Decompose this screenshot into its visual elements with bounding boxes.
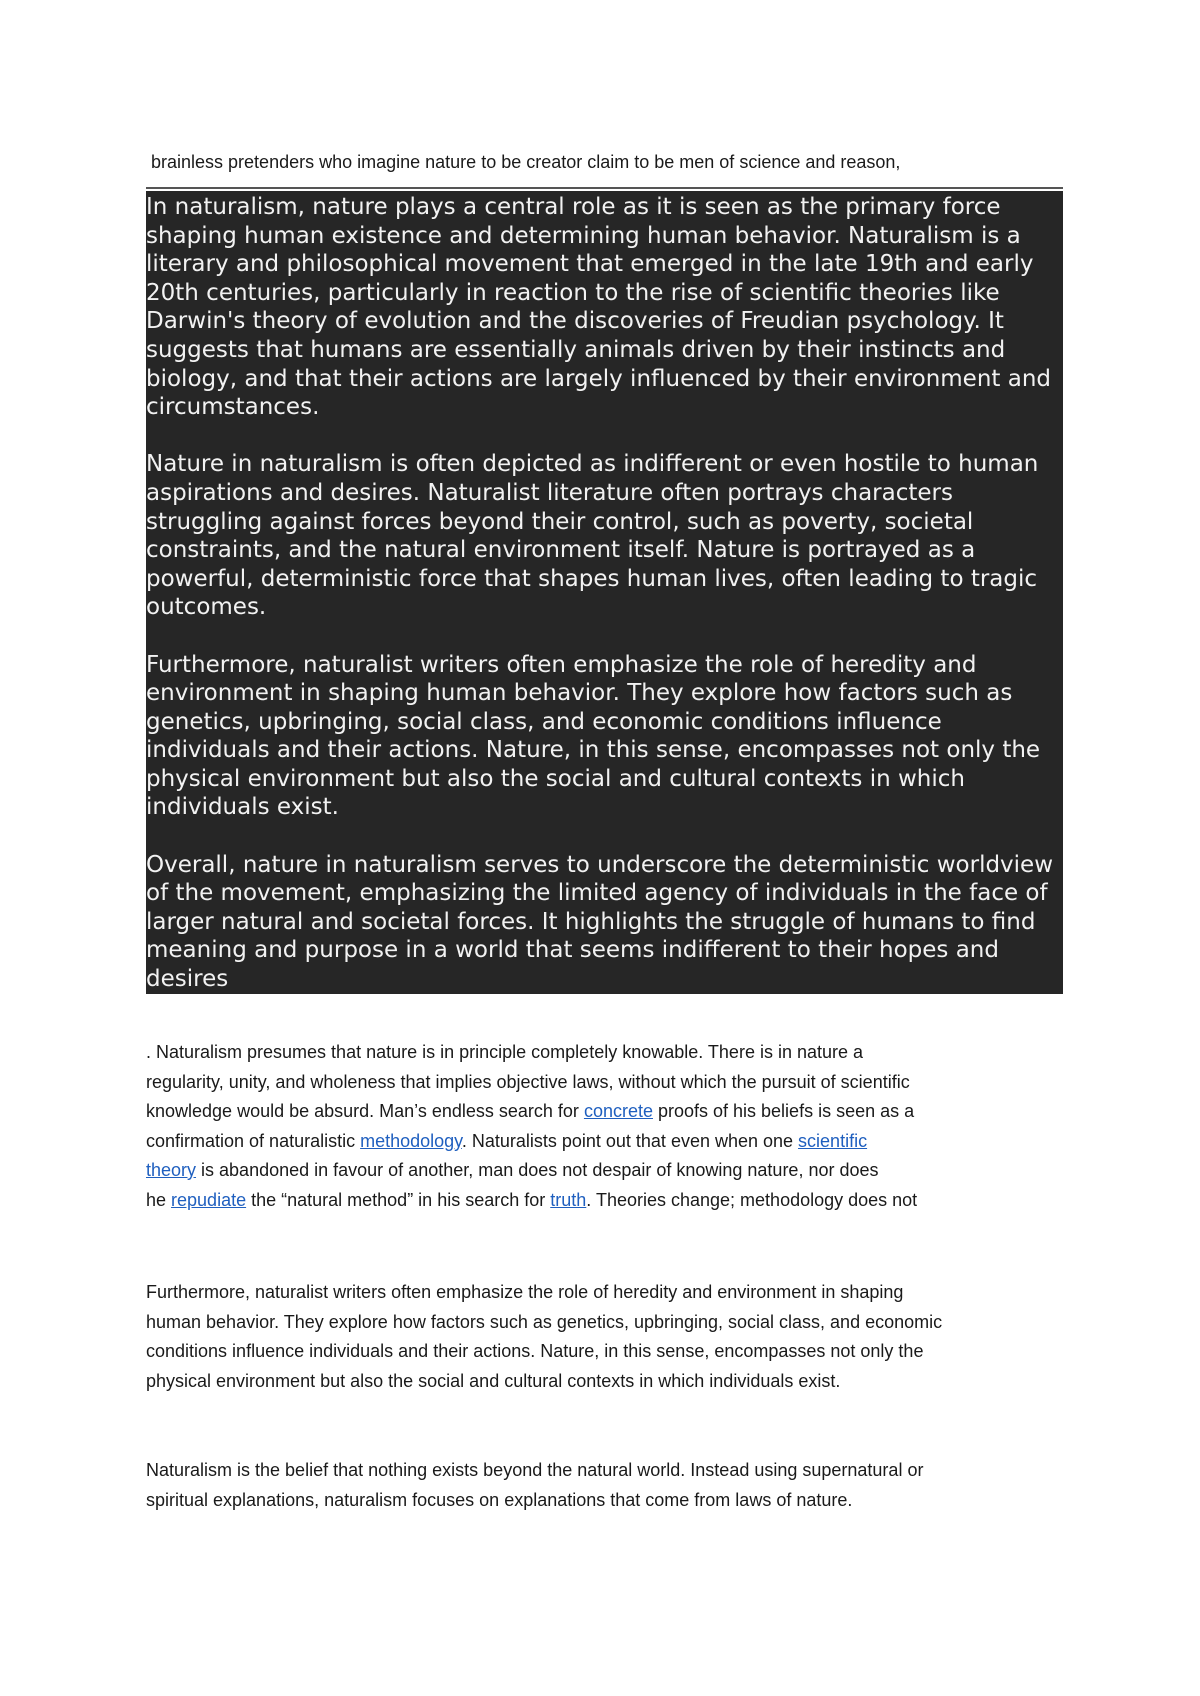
paragraph-line: Naturalism is the belief that nothing exists beyond the natural world. Instead using supernatural or	[146, 1460, 924, 1480]
highlight-paragraph-2: Nature in naturalism is often depicted as indifferent or even hostile to human aspirations and desires. Naturalist literature often portrays characters struggling against forces beyond their control, such as poverty, societal constraints, and the natural environment itself. Nature is portrayed as a powerful, deterministic force that shapes human lives, often leading to tragic outcomes.	[146, 451, 1039, 621]
text-run: confirmation of naturalistic	[146, 1130, 361, 1151]
paragraph-line	[146, 1097, 1046, 1127]
highlight-paragraph-4: Overall, nature in naturalism serves to underscore the deterministic worldview of the movement, emphasizing the limited agency of individuals in the face of larger natural and societal forces. It highlights the struggle of humans to find meaning and purpose in a world that seems indifferent to their hopes and desires	[146, 851, 1054, 993]
paragraph-line: physical environment but also the social and cultural contexts in which individuals exist.	[146, 1370, 841, 1391]
paragraph-line: . Naturalism presumes that nature is in principle completely knowable. There is in nature a	[146, 1042, 864, 1062]
paragraph-line	[146, 1186, 1046, 1216]
paragraph-definition	[146, 1456, 1046, 1515]
paragraph-line	[146, 1127, 1046, 1157]
highlight-top-rule	[146, 187, 1063, 189]
intro-line: brainless pretenders who imagine nature to be creator claim to be men of science and reason,	[151, 152, 901, 172]
text-run: he	[146, 1189, 172, 1210]
text-run: is abandoned in favour of another, man does not despair of knowing nature, nor does	[196, 1160, 879, 1180]
link-repudiate[interactable]: repudiate	[171, 1189, 247, 1210]
paragraph-line: Furthermore, naturalist writers often emphasize the role of heredity and environment in shaping	[146, 1282, 904, 1302]
link-methodology[interactable]: methodology	[360, 1130, 462, 1151]
link-concrete[interactable]: concrete	[583, 1101, 653, 1121]
highlighted-text-block	[146, 191, 1063, 994]
link-scientific[interactable]: scientific	[798, 1130, 868, 1151]
paragraph-heredity	[146, 1278, 1046, 1396]
paragraph-line: conditions influence individuals and their actions. Nature, in this sense, encompasses not only the	[146, 1341, 924, 1361]
highlight-paragraph-1: In naturalism, nature plays a central role as it is seen as the primary force shaping human existence and determining human behavior. Naturalism is a literary and philosophical movement that emerged in the late 19th and early 20th centuries, particularly in reaction to the rise of scientific theories like Darwin's theory of evolution and the discoveries of Freudian psychology. It suggests that humans are essentially animals driven by their instincts and biology, and that their actions are largely influenced by their environment and circumstances.	[146, 194, 1052, 421]
paragraph-line: human behavior. They explore how factors such as genetics, upbringing, social class, and economic	[146, 1311, 943, 1332]
paragraph-line: spiritual explanations, naturalism focuses on explanations that come from laws of nature.	[146, 1489, 853, 1510]
link-theory[interactable]: theory	[146, 1160, 197, 1180]
paragraph-knowable	[146, 1038, 1046, 1215]
paragraph-line: regularity, unity, and wholeness that implies objective laws, without which the pursuit of scientific	[146, 1071, 910, 1092]
text-run: . Naturalists point out that even when one	[461, 1130, 799, 1151]
link-truth[interactable]: truth	[550, 1189, 587, 1210]
highlight-paragraph-3: Furthermore, naturalist writers often emphasize the role of heredity and environment in shaping human behavior. They explore how factors such as genetics, upbringing, social class, and economic conditions influence individuals and their actions. Nature, in this sense, encompasses not only the physical environment but also the social and cultural contexts in which individuals exist.	[146, 651, 1041, 821]
text-run: proofs of his beliefs is seen as a	[652, 1101, 915, 1121]
text-run: the “natural method” in his search for	[246, 1189, 551, 1210]
text-run: . Theories change; methodology does not	[586, 1189, 918, 1210]
text-run: knowledge would be absurd. Man’s endless search for	[146, 1101, 584, 1121]
paragraph-line	[146, 1156, 1046, 1186]
